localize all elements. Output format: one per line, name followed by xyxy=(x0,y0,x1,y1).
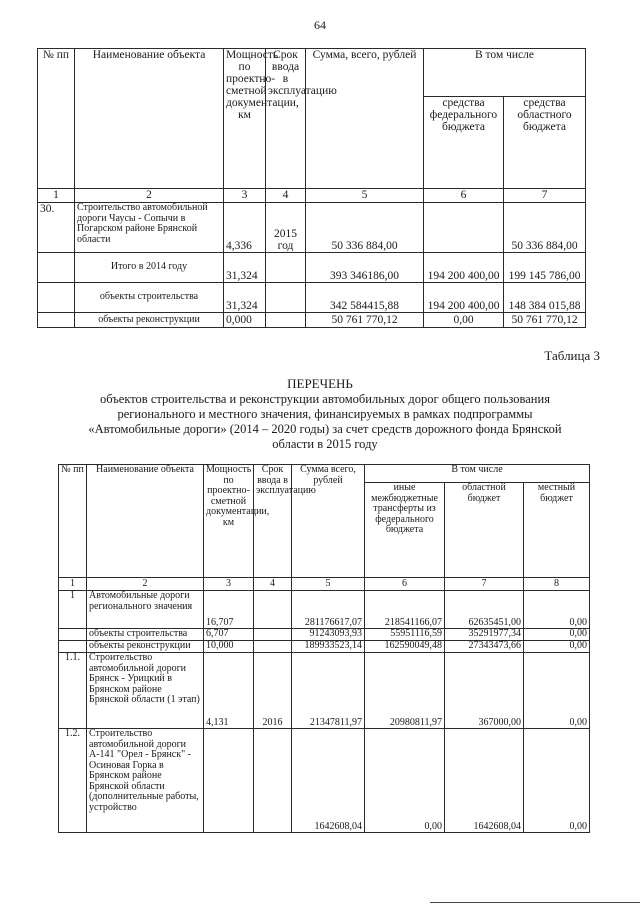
t1-header-federal: средства федерального бюджета xyxy=(424,97,504,189)
t1-header-including: В том числе xyxy=(424,49,586,97)
row-name: Строительство автомобильной дороги А-141 "Орел - Брянск" - Осиновая Горка в Брянском районе Брянской области (дополнительные работы, устройство xyxy=(87,729,204,833)
t2-header-sum: Сумма всего, рублей xyxy=(292,465,365,578)
t1-colnum: 1 xyxy=(38,189,75,203)
row-sum: 342 584415,88 xyxy=(306,283,424,313)
row-num xyxy=(38,253,75,283)
row-name: Строительство автомобильной дороги Брянск - Урицкий в Брянском районе Брянской области (1 этап) xyxy=(87,653,204,729)
row-capacity xyxy=(204,729,254,833)
document-title: ПЕРЕЧЕНЬ xyxy=(287,376,353,391)
t1-colnum: 4 xyxy=(266,189,306,203)
row-num xyxy=(59,641,87,653)
row-regional: 50 761 770,12 xyxy=(504,313,586,328)
row-name: объекты строительства xyxy=(75,283,224,313)
row-name: объекты строительства xyxy=(87,629,204,641)
table-row xyxy=(59,641,590,653)
row-local: 0,00 xyxy=(524,591,590,629)
row-term xyxy=(254,641,292,653)
row-transfers: 162590049,48 xyxy=(365,641,445,653)
row-federal: 194 200 400,00 xyxy=(424,283,504,313)
row-regional: 62635451,00 xyxy=(445,591,524,629)
row-name: Строительство автомобильной дороги Чаусы - Сопычи в Погарском районе Брянской области xyxy=(75,203,224,253)
t1-colnum: 2 xyxy=(75,189,224,203)
row-num: 1.2. xyxy=(59,729,87,833)
row-transfers: 218541166,07 xyxy=(365,591,445,629)
t2-colnum: 7 xyxy=(445,578,524,591)
row-transfers: 0,00 xyxy=(365,729,445,833)
row-capacity: 31,324 xyxy=(224,283,266,313)
row-capacity: 4,131 xyxy=(204,653,254,729)
table-row xyxy=(59,729,590,833)
t2-header-transfers: иные межбюджетные трансферты из федерального бюджета xyxy=(365,483,445,578)
row-capacity: 10,000 xyxy=(204,641,254,653)
row-name: объекты реконструкции xyxy=(87,641,204,653)
t2-header-local: местный бюджет xyxy=(524,483,590,578)
row-sum: 281176617,07 xyxy=(292,591,365,629)
table-row xyxy=(38,313,586,328)
row-federal xyxy=(424,203,504,253)
row-name: Итого в 2014 году xyxy=(75,253,224,283)
t2-header-including: В том числе xyxy=(365,465,590,483)
row-capacity: 6,707 xyxy=(204,629,254,641)
row-term xyxy=(266,313,306,328)
row-sum: 393 346186,00 xyxy=(306,253,424,283)
t2-colnum: 2 xyxy=(87,578,204,591)
row-local: 0,00 xyxy=(524,653,590,729)
t2-colnum: 8 xyxy=(524,578,590,591)
row-regional: 199 145 786,00 xyxy=(504,253,586,283)
t2-colnum: 5 xyxy=(292,578,365,591)
t1-header-regional: средства областного бюджета xyxy=(504,97,586,189)
t2-header-regional: областной бюджет xyxy=(445,483,524,578)
t2-colnum: 4 xyxy=(254,578,292,591)
row-sum: 50 761 770,12 xyxy=(306,313,424,328)
t2-colnum: 1 xyxy=(59,578,87,591)
row-capacity: 0,000 xyxy=(224,313,266,328)
row-num xyxy=(38,283,75,313)
row-regional: 148 384 015,88 xyxy=(504,283,586,313)
t1-header-name: Наименование объекта xyxy=(75,49,224,189)
row-term xyxy=(254,629,292,641)
row-term: 2015 год xyxy=(266,203,306,253)
table-row xyxy=(38,253,586,283)
table-row xyxy=(59,591,590,629)
t2-colnum: 3 xyxy=(204,578,254,591)
scan-edge-line xyxy=(430,902,640,903)
row-local: 0,00 xyxy=(524,629,590,641)
row-regional: 35291977,34 xyxy=(445,629,524,641)
row-capacity: 16,707 xyxy=(204,591,254,629)
t1-colnum: 3 xyxy=(224,189,266,203)
row-sum: 91243093,93 xyxy=(292,629,365,641)
t2-colnum: 6 xyxy=(365,578,445,591)
row-term xyxy=(254,729,292,833)
t2-header-num: № пп xyxy=(59,465,87,578)
table-label: Таблица 3 xyxy=(544,348,600,363)
row-term xyxy=(254,591,292,629)
objects-table-2014 xyxy=(37,48,586,328)
row-regional: 27343473,66 xyxy=(445,641,524,653)
table-row xyxy=(59,629,590,641)
row-local: 0,00 xyxy=(524,641,590,653)
row-regional: 367000,00 xyxy=(445,653,524,729)
row-regional: 1642608,04 xyxy=(445,729,524,833)
table-row xyxy=(38,283,586,313)
row-num: 1.1. xyxy=(59,653,87,729)
row-sum: 50 336 884,00 xyxy=(306,203,424,253)
row-num xyxy=(59,629,87,641)
row-transfers: 55951116,59 xyxy=(365,629,445,641)
row-name: Автомобильные дороги регионального значения xyxy=(87,591,204,629)
row-sum: 1642608,04 xyxy=(292,729,365,833)
row-term: 2016 xyxy=(254,653,292,729)
row-capacity: 31,324 xyxy=(224,253,266,283)
row-term xyxy=(266,253,306,283)
objects-table-2015 xyxy=(58,464,590,833)
row-name: объекты реконструкции xyxy=(75,313,224,328)
table-row xyxy=(59,653,590,729)
row-federal: 194 200 400,00 xyxy=(424,253,504,283)
t1-header-sum: Сумма, всего, рублей xyxy=(306,49,424,189)
row-federal: 0,00 xyxy=(424,313,504,328)
row-term xyxy=(266,283,306,313)
t2-header-name: Наименование объекта xyxy=(87,465,204,578)
t1-header-term: Срок ввода в эксплуатацию xyxy=(266,49,306,189)
t1-colnum: 7 xyxy=(504,189,586,203)
row-num: 30. xyxy=(38,203,75,253)
row-transfers: 20980811,97 xyxy=(365,653,445,729)
t1-header-capacity: Мощность по проектно-сметной документации, км xyxy=(224,49,266,189)
row-capacity: 4,336 xyxy=(224,203,266,253)
row-num xyxy=(38,313,75,328)
row-local: 0,00 xyxy=(524,729,590,833)
t1-colnum: 5 xyxy=(306,189,424,203)
t1-colnum: 6 xyxy=(424,189,504,203)
t2-header-term: Срок ввода в эксплуатацию xyxy=(254,465,292,578)
document-subtitle: объектов строительства и реконструкции автомобильных дорог общего пользования регионального и местного значения, финансируемых в рамках подпрограммы «Автомобильные дороги» (2014 – 2020 годы) за счет средств дорожного фонда Брянской области в 2015 году xyxy=(88,392,562,451)
t1-header-num: № пп xyxy=(38,49,75,189)
table-row xyxy=(38,203,586,253)
row-sum: 21347811,97 xyxy=(292,653,365,729)
row-sum: 189933523,14 xyxy=(292,641,365,653)
t2-header-capacity: Мощность по проектно-сметной документации, км xyxy=(204,465,254,578)
row-num: 1 xyxy=(59,591,87,629)
row-regional: 50 336 884,00 xyxy=(504,203,586,253)
page-number: 64 xyxy=(314,18,326,32)
